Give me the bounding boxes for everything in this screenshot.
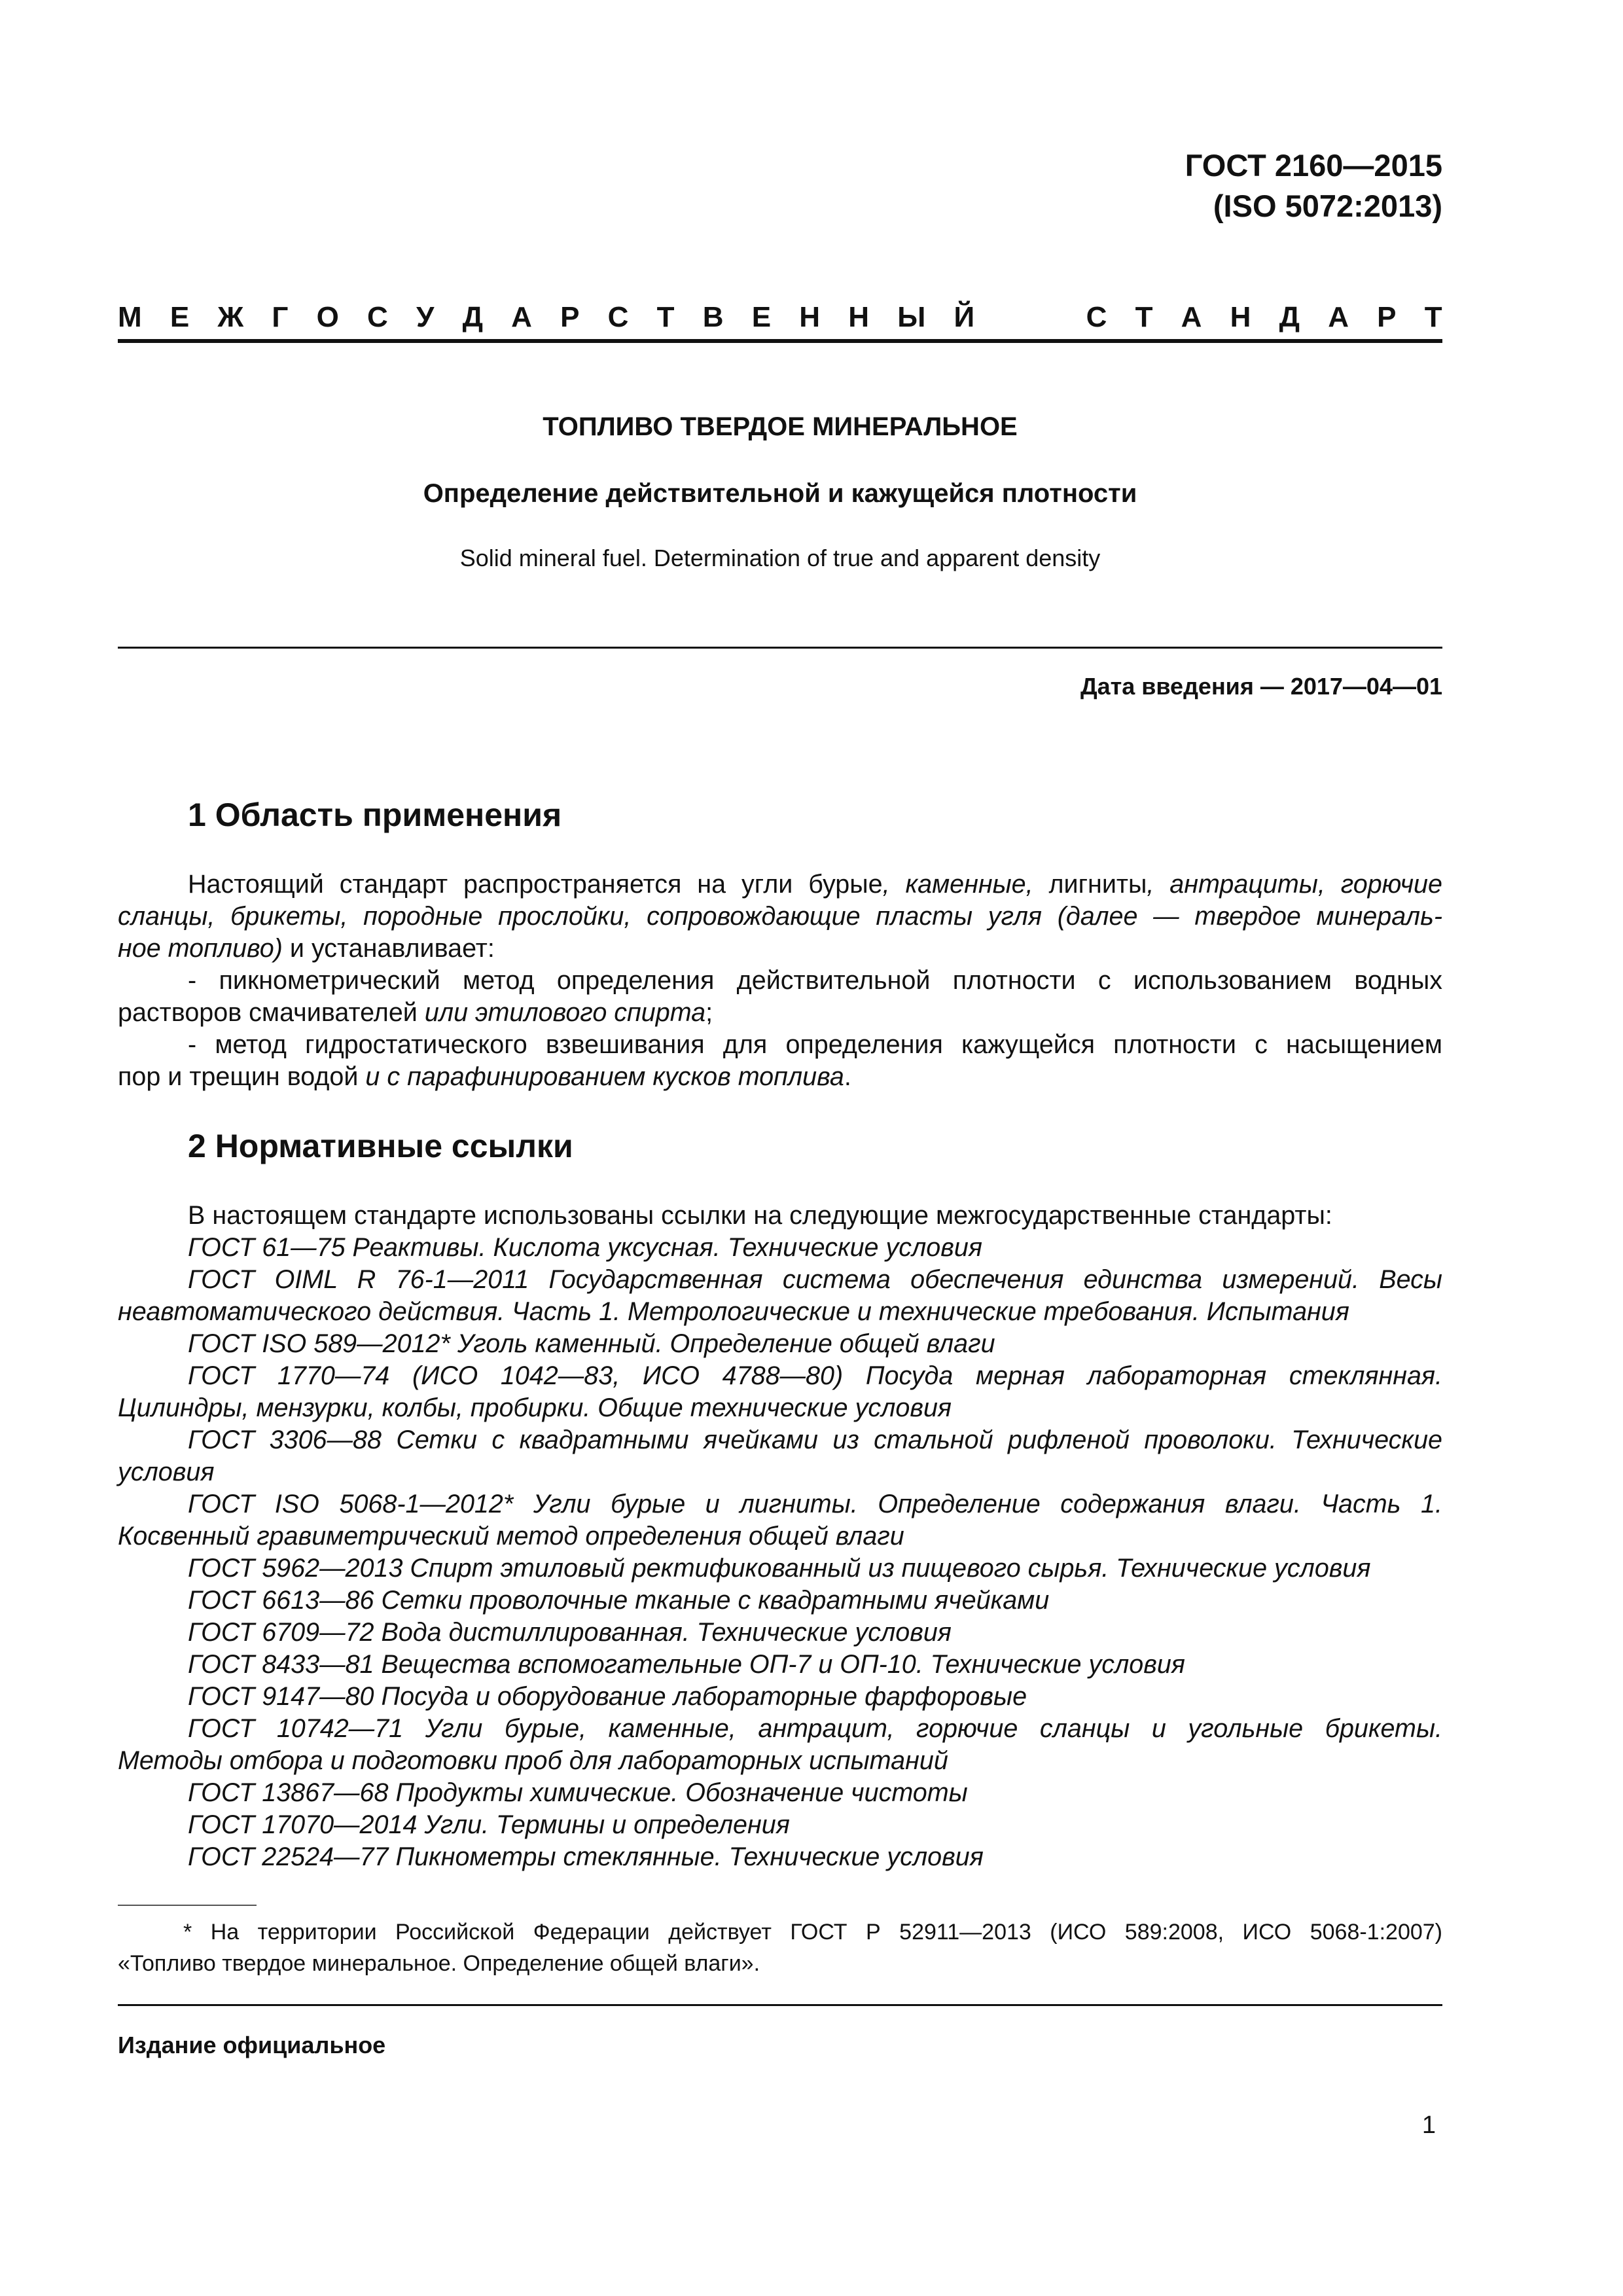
reference-item-continuation: Методы отбора и подготовки проб для лабораторных испытаний xyxy=(118,1746,948,1775)
reference-item: ГОСТ 8433—81 Вещества вспомогательные ОП-7 и ОП-10. Технические условия xyxy=(188,1650,1185,1679)
reference-item: ГОСТ 3306—88 Сетки с квадратными ячейками из стальной рифленой проволоки. Технические xyxy=(188,1426,1442,1454)
section-2-heading: 2 Нормативные ссылки xyxy=(188,1128,573,1164)
page-number: 1 xyxy=(1421,2111,1436,2139)
reference-item: ГОСТ 17070—2014 Угли. Термины и определения xyxy=(188,1810,790,1839)
reference-item: ГОСТ 6709—72 Вода дистиллированная. Технические условия xyxy=(188,1618,952,1647)
reference-item: ГОСТ ISO 589—2012* Уголь каменный. Определение общей влаги xyxy=(188,1329,995,1358)
text-run-italic: , антрациты, горючие xyxy=(1147,870,1442,899)
banner-letter: М xyxy=(118,301,142,333)
reference-item: ГОСТ OIML R 76-1—2011 Государственная система обеспечения единства измерений. Весы xyxy=(188,1265,1442,1294)
text-run: пор и трещин водой xyxy=(118,1062,366,1091)
section-1-body xyxy=(118,869,1442,1093)
banner-letter: Р xyxy=(560,301,580,333)
text-run-italic: , каменные, xyxy=(882,870,1033,899)
text-line xyxy=(118,1061,1442,1093)
banner-letter: Г xyxy=(272,301,289,333)
banner-underline xyxy=(118,339,1442,343)
reference-item: ГОСТ 1770—74 (ИСО 1042—83, ИСО 4788—80) Посуда мерная лабораторная стеклянная. xyxy=(188,1361,1442,1390)
footnote-line: «Топливо твердое минеральное. Определение общей влаги». xyxy=(118,1951,760,1976)
title-divider xyxy=(118,647,1442,649)
footnote-separator xyxy=(118,1905,257,1906)
references-intro: В настоящем стандарте использованы ссылки на следующие межгосударственные стандарты: xyxy=(188,1201,1332,1230)
banner-letter: Т xyxy=(656,301,675,333)
banner-letter: О xyxy=(316,301,339,333)
text-run: лигниты xyxy=(1033,870,1147,899)
document-subtitle: Определение действительной и кажущейся плотности xyxy=(423,479,1137,508)
reference-item: ГОСТ 13867—68 Продукты химические. Обозначение чистоты xyxy=(188,1778,968,1807)
english-title: Solid mineral fuel. Determination of true and apparent density xyxy=(459,545,1101,571)
text-run: растворов смачивателей xyxy=(118,998,425,1027)
text-line: - пикнометрический метод определения действительной плотности с использованием водных xyxy=(188,966,1442,995)
reference-item: ГОСТ ISO 5068-1—2012* Угли бурые и лигниты. Определение содержания влаги. Часть 1. xyxy=(188,1490,1442,1518)
banner-letter: Ж xyxy=(217,301,244,333)
official-edition-label: Издание официальное xyxy=(118,2032,386,2058)
footnote xyxy=(118,1916,1442,1979)
text-run: Настоящий стандарт распространяется на угли бурые xyxy=(188,870,883,899)
reference-item-continuation: Цилиндры, мензурки, колбы, пробирки. Общие технические условия xyxy=(118,1393,952,1422)
reference-item: ГОСТ 5962—2013 Спирт этиловый ректификованный из пищевого сырья. Технические условия xyxy=(188,1554,1371,1583)
reference-item: ГОСТ 22524—77 Пикнометры стеклянные. Технические условия xyxy=(188,1842,984,1871)
introduction-date: Дата введения — 2017—04—01 xyxy=(1080,673,1442,700)
banner-letter: Р xyxy=(1377,301,1397,333)
banner-letter: А xyxy=(511,301,532,333)
text-line: - метод гидростатического взвешивания для определения кажущейся плотности с насыщением xyxy=(188,1030,1442,1059)
reference-item: ГОСТ 9147—80 Посуда и оборудование лабораторные фарфоровые xyxy=(188,1682,1027,1711)
banner-letter: У xyxy=(416,301,435,333)
text-line xyxy=(118,933,1442,965)
standard-number: ГОСТ 2160—2015 xyxy=(1185,148,1442,183)
footer-divider xyxy=(118,2004,1442,2006)
banner-letter: Н xyxy=(1230,301,1251,333)
footnote-line: * На территории Российской Федерации действует ГОСТ Р 52911—2013 (ИСО 589:2008, ИСО 5068-1:2007) xyxy=(183,1920,1442,1945)
banner-letter: Н xyxy=(848,301,870,333)
reference-item-continuation: неавтоматического действия. Часть 1. Метрологические и технические требования. Испытания xyxy=(118,1297,1349,1326)
text-run-italic: и с парафинированием кусков топлива xyxy=(365,1062,844,1091)
banner-letter: С xyxy=(367,301,388,333)
text-line xyxy=(118,869,1442,901)
text-line: сланцы, брикеты, породные прослойки, сопровождающие пласты угля (далее — твердое минераль- xyxy=(118,902,1442,931)
banner-letter: Й xyxy=(954,301,975,333)
text-run: . xyxy=(844,1062,851,1091)
banner-letter: С xyxy=(1086,301,1107,333)
banner-letter: С xyxy=(607,301,629,333)
reference-item-continuation: Косвенный гравиметрический метод определения общей влаги xyxy=(118,1522,904,1551)
text-line xyxy=(118,997,1442,1029)
standard-designation xyxy=(1185,145,1442,226)
banner-letter: Ы xyxy=(897,301,926,333)
document-title: ТОПЛИВО ТВЕРДОЕ МИНЕРАЛЬНОЕ xyxy=(543,412,1018,441)
reference-item-continuation: условия xyxy=(118,1458,215,1486)
text-run-italic: или этилового спирта xyxy=(424,998,706,1027)
interstate-standard-banner xyxy=(118,298,1442,337)
banner-letter: Т xyxy=(1424,301,1442,333)
banner-letter: Т xyxy=(1135,301,1153,333)
banner-letter: В xyxy=(702,301,724,333)
banner-letter: Е xyxy=(169,301,190,333)
banner-letter: Д xyxy=(462,301,483,333)
section-1-heading: 1 Область применения xyxy=(188,797,562,833)
text-run: ; xyxy=(705,998,713,1027)
text-run: и устанавливает: xyxy=(282,934,495,963)
reference-item: ГОСТ 6613—86 Сетки проволочные тканые с квадратными ячейками xyxy=(188,1586,1050,1615)
banner-letter: Н xyxy=(799,301,821,333)
normative-references-list xyxy=(118,1200,1442,1873)
iso-number: (ISO 5072:2013) xyxy=(1213,188,1442,223)
reference-item: ГОСТ 10742—71 Угли бурые, каменные, антрацит, горючие сланцы и угольные брикеты. xyxy=(188,1714,1442,1743)
banner-letter: А xyxy=(1328,301,1349,333)
banner-letter: А xyxy=(1181,301,1202,333)
text-run-italic: ное топливо) xyxy=(118,934,283,963)
banner-letter: Е xyxy=(751,301,772,333)
reference-item: ГОСТ 61—75 Реактивы. Кислота уксусная. Технические условия xyxy=(188,1233,982,1262)
banner-letter: Д xyxy=(1279,301,1300,333)
